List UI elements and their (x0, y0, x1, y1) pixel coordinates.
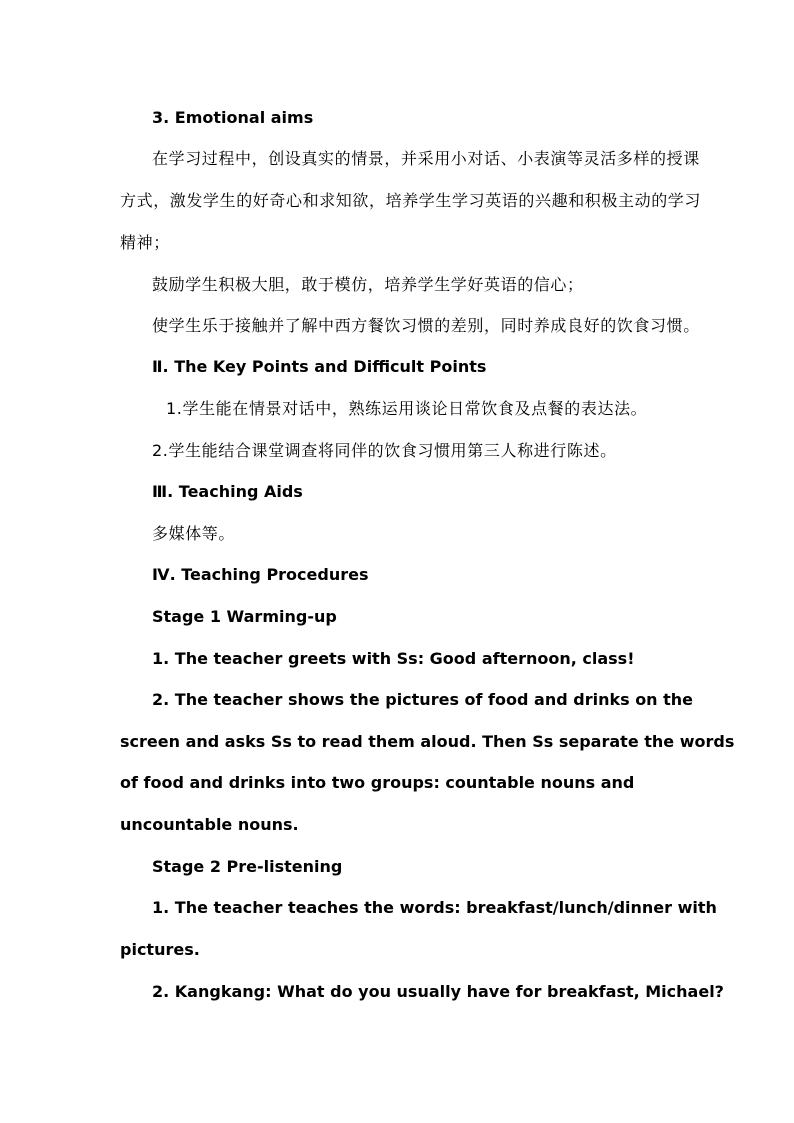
heading-teaching-procedures: Ⅳ. Teaching Procedures (152, 565, 369, 584)
paragraph-line: 鼓励学生积极大胆，敢于模仿，培养学生学好英语的信心； (152, 275, 584, 294)
heading-teaching-aids: Ⅲ. Teaching Aids (152, 482, 303, 501)
heading-emotional-aims: 3. Emotional aims (152, 108, 314, 127)
paragraph-line: 2. The teacher shows the pictures of food and drinks on the (152, 690, 694, 709)
paragraph-line: 精神； (120, 233, 170, 252)
paragraph-line: 在学习过程中，创设真实的情景，并采用小对话、小表演等灵活多样的授课 (152, 149, 700, 168)
paragraph-line: screen and asks Ss to read them aloud. Then Ss separate the words (120, 732, 735, 751)
paragraph-line: 使学生乐于接触并了解中西方餐饮习惯的差别，同时养成良好的饮食习惯。 (152, 316, 700, 335)
paragraph-line: uncountable nouns. (120, 815, 299, 834)
paragraph-line: pictures. (120, 940, 200, 959)
paragraph-line: 2.学生能结合课堂调查将同伴的饮食习惯用第三人称进行陈述。 (152, 441, 617, 460)
paragraph-line: 1.学生能在情景对话中，熟练运用谈论日常饮食及点餐的表达法。 (166, 399, 648, 418)
heading-stage-1: Stage 1 Warming-up (152, 607, 337, 626)
paragraph-line: 1. The teacher greets with Ss: Good afternoon, class! (152, 649, 635, 668)
paragraph-line: 方式，激发学生的好奇心和求知欲，培养学生学习英语的兴趣和积极主动的学习 (120, 191, 702, 210)
paragraph-line: of food and drinks into two groups: countable nouns and (120, 773, 635, 792)
paragraph-line: 多媒体等。 (152, 524, 236, 543)
paragraph-line: 1. The teacher teaches the words: breakfast/lunch/dinner with (152, 898, 717, 917)
paragraph-line: 2. Kangkang: What do you usually have for breakfast, Michael? (152, 982, 724, 1001)
heading-stage-2: Stage 2 Pre-listening (152, 857, 343, 876)
heading-key-points: Ⅱ. The Key Points and Difficult Points (152, 357, 487, 376)
